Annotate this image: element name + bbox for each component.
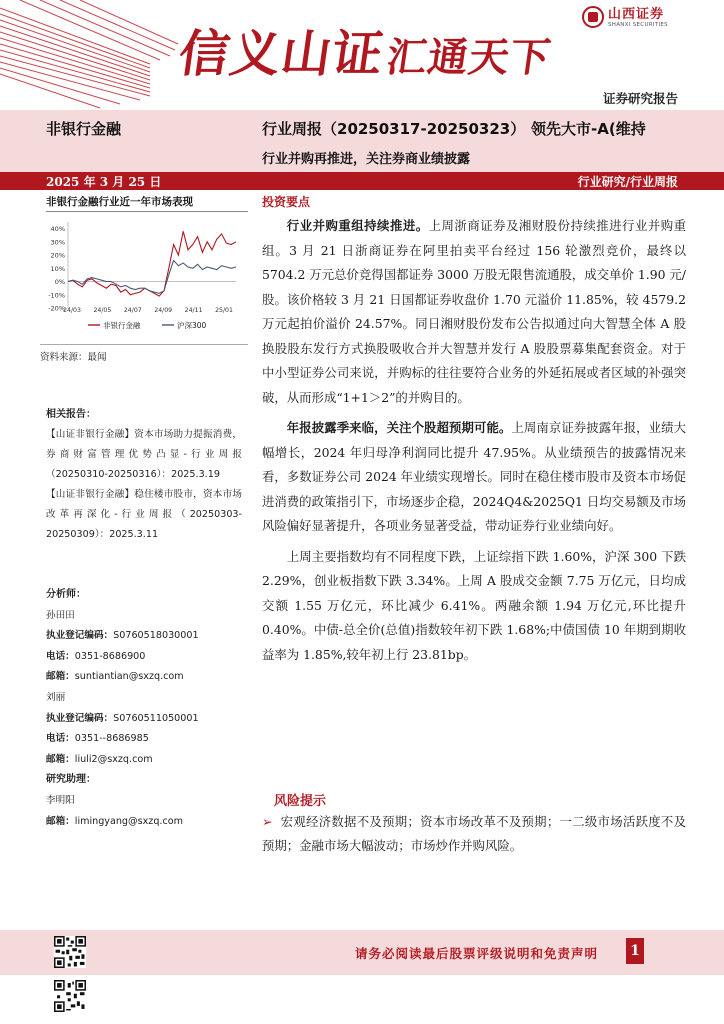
x-tick-label: 24/05 xyxy=(93,307,112,314)
paragraph-text: 上周浙商证券及湘财股份持续推进行业并购重组。3 月 21 日浙商证券在阿里拍卖平台经过 156 轮激烈竞价，最终以 5704.2 万元总价竞得国都证券 3000 万股无限售流通股，成交单价 1.90 元/股。该价格较 3 月 21 日国都证券收盘价 1.70 元溢价 11.85%，较 4579.2 万元起拍价溢价 24.57%。同日湘财股份发布公告拟通过向大智慧全体 A 股换股股东发行方式换股吸收合并大智慧并发行 A 股股票募集配套资金。对于中小型证券公司来说，并购标的往往要符合业务的外延拓展或者区域的补强突破，从而形成“1+1＞2”的并购目的。 xyxy=(262,218,687,405)
related-reports-header: 相关报告： xyxy=(46,409,96,420)
disclaimer: 请务必阅读最后股票评级说明和免责声明 xyxy=(354,946,598,961)
report-type: 证券研究报告 xyxy=(602,91,678,106)
related-report-item[interactable]: 【山证非银行金融】资本市场助力提振消费，券商财富管理优势凸显-行业周报（20250310-20250316）：2025.3.19 xyxy=(46,429,242,480)
x-tick-label: 24/11 xyxy=(184,307,203,314)
report-category: 行业研究/行业周报 xyxy=(577,175,678,189)
chart-title: 非银行金融行业近一年市场表现 xyxy=(46,194,248,212)
risk-text: 宏观经济数据不及预期；资本市场改革不及预期；一二级市场活跃度不及预期；金融市场大幅波动；市场炒作并购风险。 xyxy=(262,814,686,853)
market-performance-chart xyxy=(40,216,248,342)
email-link[interactable]: suntiantian@sxzq.com xyxy=(74,671,184,683)
slogan-main: 信义山证 xyxy=(175,24,388,83)
cert-number: S0760518030001 xyxy=(113,630,199,642)
company-name-en: SHANXI SECURITIES xyxy=(608,21,668,28)
y-tick-label: -20% xyxy=(48,304,65,313)
footer xyxy=(0,930,724,975)
sector-name: 非银行金融 xyxy=(46,120,122,138)
related-reports xyxy=(46,405,242,545)
series-line xyxy=(68,260,236,293)
company-logo xyxy=(582,6,668,28)
logo-icon xyxy=(582,6,604,28)
arrow-bullet-icon: ➢ xyxy=(262,814,273,829)
key-points-body xyxy=(262,214,686,673)
company-name: 山西证券 xyxy=(608,6,665,22)
email-link[interactable]: limingyang@sxzq.com xyxy=(74,815,183,827)
report-date: 2025 年 3 月 25 日 xyxy=(46,175,162,189)
x-tick-label: 25/01 xyxy=(215,307,233,314)
cert-label: 执业登记编码： xyxy=(46,712,114,724)
y-tick-label: 10% xyxy=(50,264,65,273)
slogan-tail: 汇通天下 xyxy=(383,34,555,81)
title-bar xyxy=(0,110,724,172)
paragraph xyxy=(262,416,686,539)
paragraph-lead: 行业并购重组持续推进。 xyxy=(286,218,429,233)
x-tick-label: 24/07 xyxy=(123,307,142,314)
key-points-header: 投资要点 xyxy=(262,195,311,209)
paragraph xyxy=(262,545,686,668)
email-label: 邮箱： xyxy=(46,671,75,683)
paragraph xyxy=(262,214,686,410)
paragraph-text: 上周主要指数均有不同程度下跌，上证综指下跌 1.60%，沪深 300 下跌 2.29%，创业板指数下跌 3.34%。上周 A 股成交金额 7.75 万亿元，日均成交额 1.55 万亿元，环比减少 6.41%。两融余额 1.94 万亿元,环比提升 0.40%。中债-总全价(总值)指数较年初下跌 1.68%;中债国债 10 年期到期收益率为 1.85%,较年初上行 23.81bp。 xyxy=(262,548,686,662)
risk-text-block xyxy=(262,810,686,858)
y-tick-label: 40% xyxy=(50,225,65,234)
header-banner xyxy=(0,0,724,110)
cert-number: S0760511050001 xyxy=(113,712,199,724)
analysts xyxy=(46,585,242,832)
related-report-item[interactable]: 【山证非银行金融】稳住楼市股市，资本市场改革再深化-行业周报（20250303-20250309）：2025.3.11 xyxy=(46,489,242,540)
series-line xyxy=(68,231,236,296)
chart-source: 资料来源：最闻 xyxy=(40,344,248,363)
email-link[interactable]: liuli2@sxzq.com xyxy=(74,753,153,765)
legend-label: 沪深300 xyxy=(177,321,207,330)
phone: 0351--8686985 xyxy=(74,733,149,745)
qr-code-icon xyxy=(54,936,86,968)
report-title: 行业周报（20250317-20250323） xyxy=(262,120,526,138)
phone-label: 电话： xyxy=(46,733,75,745)
y-tick-label: 0% xyxy=(54,278,65,287)
analysts-header: 分析师： xyxy=(46,589,86,600)
y-tick-label: 30% xyxy=(50,238,65,247)
paragraph-text: 上周南京证券披露年报，业绩大幅增长，2024 年归母净利润同比提升 47.95%。从业绩预告的披露情况来看，多数证券公司 2024 年业绩实现增长。同时在稳住楼市股市及资本市场促进消费的政策指引下，市场逐步企稳，2024Q4&2025Q1 日均交易额及市场风险偏好显著提升，各项业务显著受益，带动证券行业业绩向好。 xyxy=(262,420,687,533)
risk-header: 风险提示 xyxy=(274,794,327,809)
y-tick-label: -10% xyxy=(48,291,65,300)
email-label: 邮箱： xyxy=(46,753,75,765)
qr-code-icon xyxy=(54,980,86,1012)
date-bar xyxy=(0,172,724,190)
phone-label: 电话： xyxy=(46,650,75,662)
x-tick-label: 24/09 xyxy=(154,307,173,314)
cert-label: 执业登记编码： xyxy=(46,630,114,642)
paragraph-lead: 年报披露季来临，关注个股超预期可能。 xyxy=(286,420,512,435)
report-subtitle: 行业并购再推进，关注券商业绩披露 xyxy=(262,152,471,167)
assistant-name: 李明阳 xyxy=(46,794,75,806)
slogan xyxy=(175,14,557,86)
analyst-name: 孙田田 xyxy=(46,609,75,621)
email-label: 邮箱： xyxy=(46,815,75,827)
page-number: 1 xyxy=(626,938,644,964)
legend-label: 非银行金融 xyxy=(103,321,141,330)
x-tick-label: 24/03 xyxy=(63,307,81,314)
rating: 领先大市-A(维持 xyxy=(531,120,646,138)
analyst-name: 刘丽 xyxy=(46,691,66,703)
phone: 0351-8686900 xyxy=(74,650,146,662)
assistant-header: 研究助理： xyxy=(46,774,96,786)
y-tick-label: 20% xyxy=(50,251,65,260)
